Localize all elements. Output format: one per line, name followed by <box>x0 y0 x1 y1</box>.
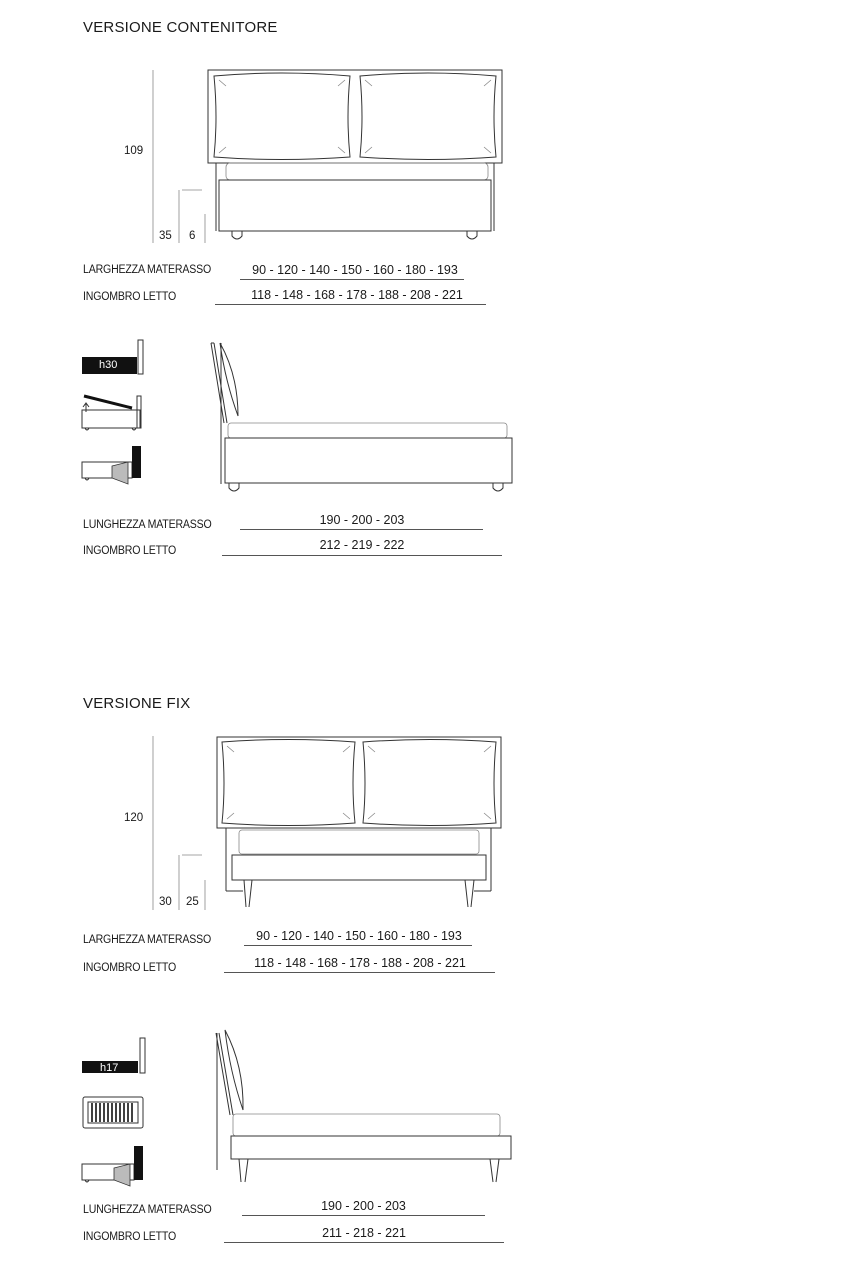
overall-width-values-contenitore: 118 - 148 - 168 - 178 - 188 - 208 - 221 <box>251 288 463 302</box>
overall-length-values-contenitore: 212 - 219 - 222 <box>319 538 405 552</box>
divider <box>224 1242 504 1243</box>
length-values-fix: 190 - 200 - 203 <box>321 1199 406 1213</box>
overall-width-values-fix: 118 - 148 - 168 - 178 - 188 - 208 - 221 <box>254 956 466 970</box>
width-label-fix: LARGHEZZA MATERASSO <box>83 934 211 946</box>
overall-length-label-contenitore: INGOMBRO LETTO <box>83 545 177 557</box>
length-values-contenitore: 190 - 200 - 203 <box>319 513 405 527</box>
leg-dim-2-fix: 25 <box>186 896 199 908</box>
width-values-fix: 90 - 120 - 140 - 150 - 160 - 180 - 193 <box>256 929 462 943</box>
overall-width-label-fix: INGOMBRO LETTO <box>83 962 177 974</box>
height-dim-fix: 120 <box>124 812 144 824</box>
width-values-contenitore: 90 - 120 - 140 - 150 - 160 - 180 - 193 <box>252 263 458 277</box>
leg-dim-1-fix: 30 <box>159 896 172 908</box>
divider <box>242 1215 485 1216</box>
overall-width-label-contenitore: INGOMBRO LETTO <box>83 291 177 303</box>
overall-length-label-fix: INGOMBRO LETTO <box>83 1231 177 1243</box>
section-title-contenitore: VERSIONE CONTENITORE <box>83 19 278 36</box>
section-title-fix: VERSIONE FIX <box>83 695 191 712</box>
length-label-fix: LUNGHEZZA MATERASSO <box>83 1204 212 1216</box>
overall-length-values-fix: 211 - 218 - 221 <box>322 1226 406 1240</box>
width-label-contenitore: LARGHEZZA MATERASSO <box>83 264 211 276</box>
leg-dim-2-contenitore: 6 <box>189 230 196 242</box>
height-dim-contenitore: 109 <box>124 145 144 157</box>
leg-dim-1-contenitore: 35 <box>159 230 172 242</box>
base-h17-label: h17 <box>100 1062 119 1074</box>
base-h30-label: h30 <box>99 359 118 371</box>
length-label-contenitore: LUNGHEZZA MATERASSO <box>83 519 212 531</box>
